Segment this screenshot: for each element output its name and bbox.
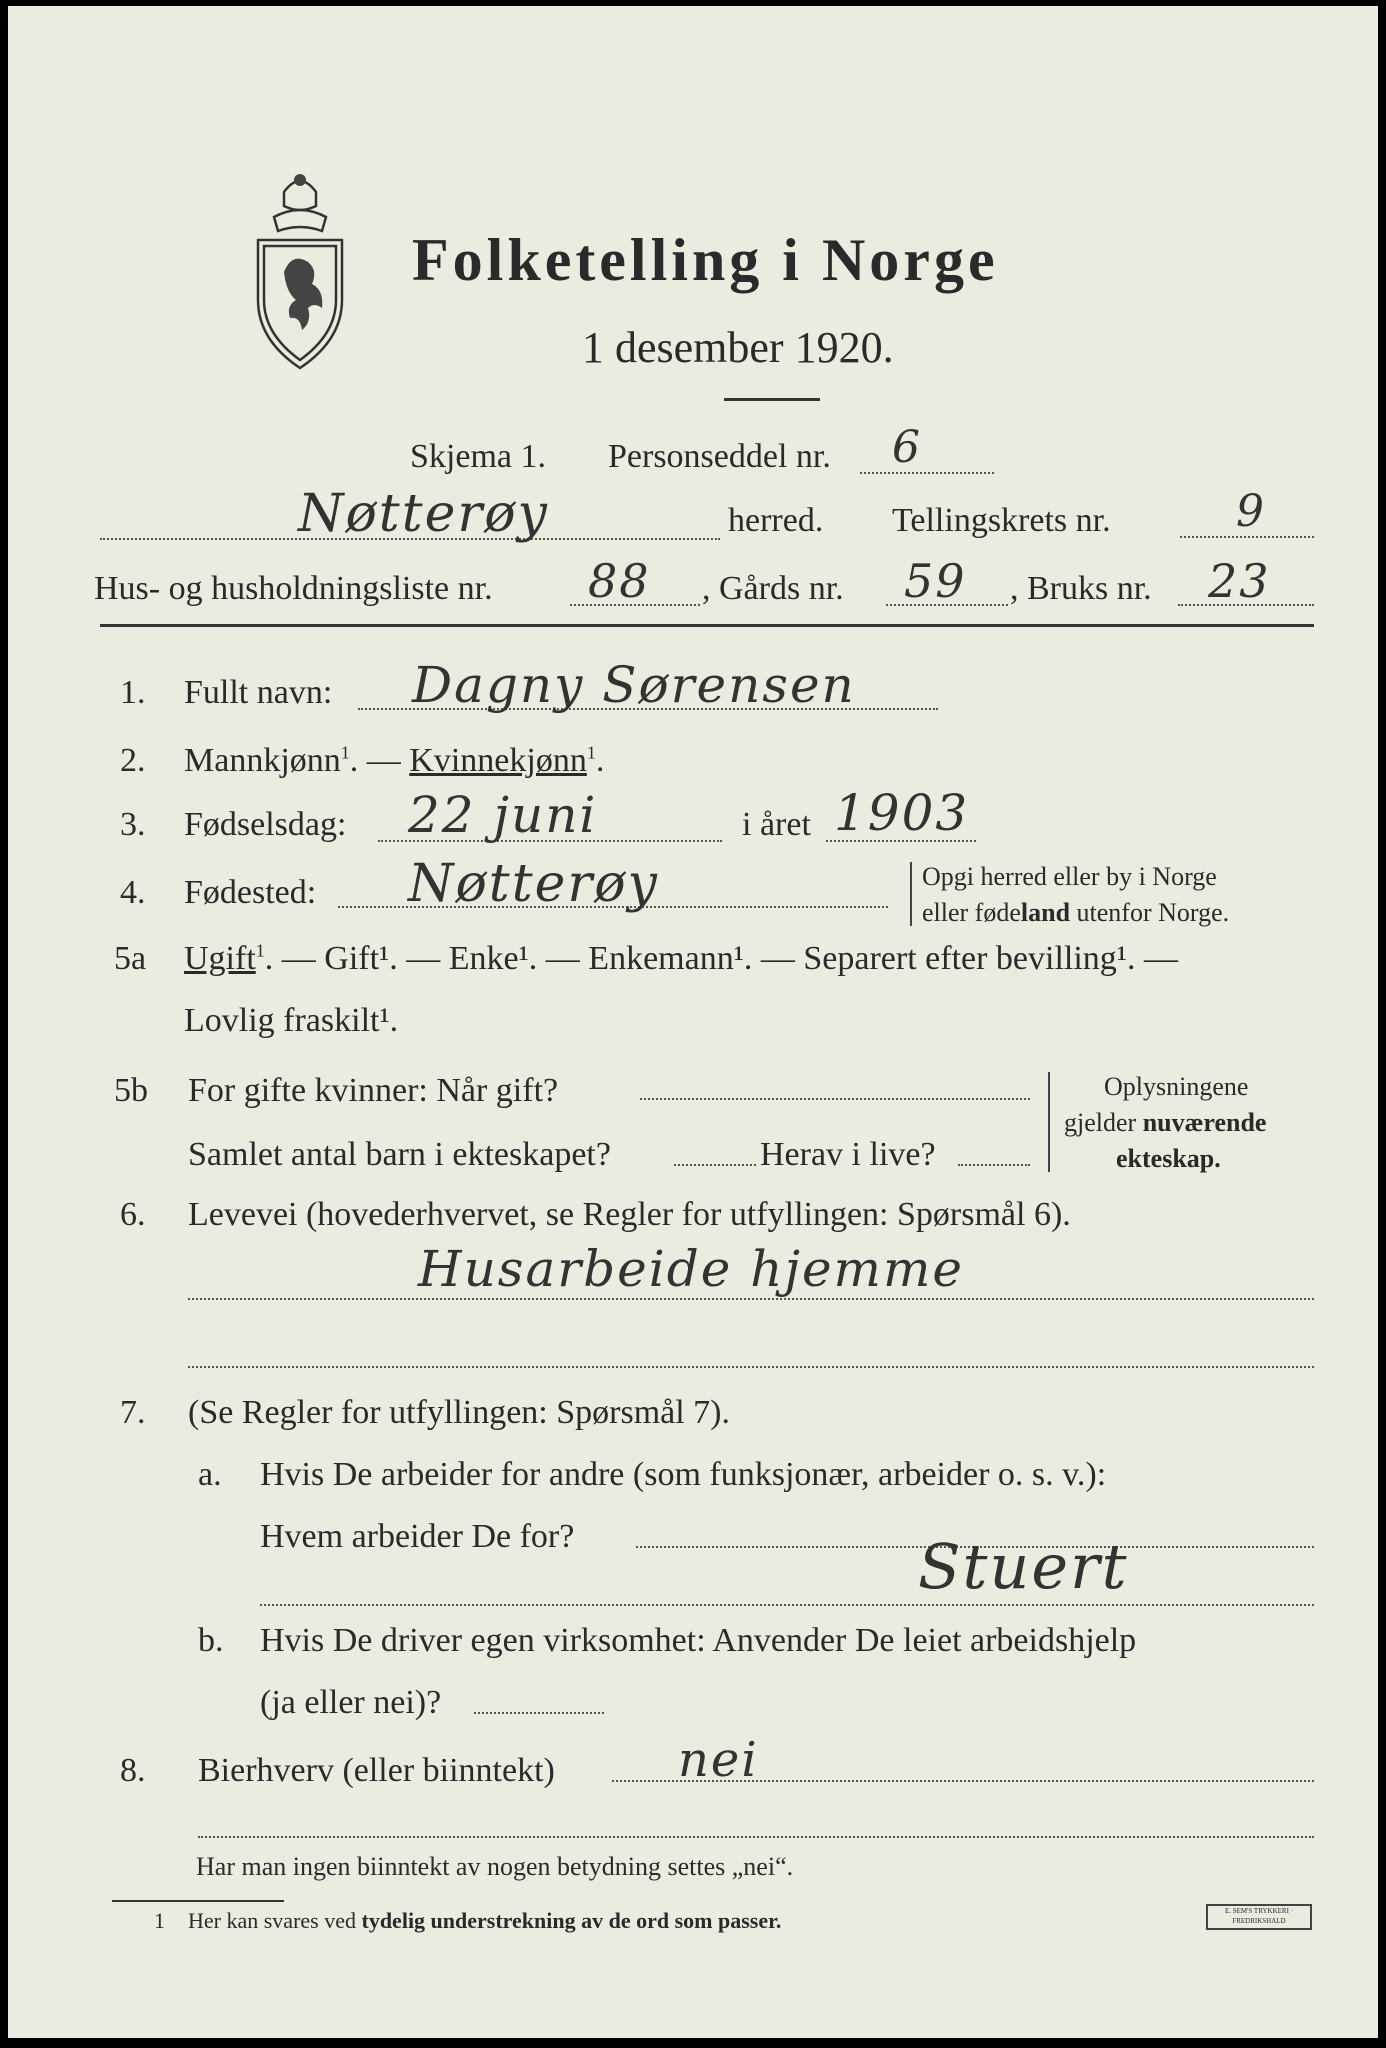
hus-value[interactable]: 88 — [588, 554, 651, 608]
personseddel-label: Personseddel nr. — [608, 438, 831, 475]
q5b-note-line1: Oplysningene — [1104, 1072, 1249, 1101]
title-divider — [724, 398, 820, 401]
birthday-value[interactable]: 22 juni — [408, 786, 598, 844]
q2-options: Mannkjønn$^1$. — Kvinnekjønn$^1$. — [184, 742, 605, 779]
q7a-letter: a. — [198, 1456, 222, 1493]
q5b-note-line3: ekteskap. — [1116, 1144, 1221, 1173]
occupation-value[interactable]: Husarbeide hjemme — [418, 1240, 964, 1298]
q5b-number: 5b — [114, 1072, 148, 1109]
q7a-label2: Hvem arbeider De for? — [260, 1518, 575, 1555]
tellingskrets-label: Tellingskrets nr. — [892, 502, 1111, 539]
birthplace-value[interactable]: Nøtterøy — [408, 854, 659, 914]
bruks-label: , Bruks nr. — [1010, 570, 1152, 607]
option-kvinnekjonn[interactable]: Kvinnekjønn — [409, 742, 587, 779]
children-alive-field[interactable] — [958, 1164, 1030, 1166]
hus-label: Hus- og husholdningsliste nr. — [94, 570, 493, 607]
skjema-label: Skjema 1. — [410, 438, 546, 475]
birth-year-value[interactable]: 1903 — [834, 784, 970, 842]
q3-year-label: i året — [742, 806, 811, 843]
footnote-mark: 1 — [154, 1908, 165, 1933]
q6-label: Levevei (hovederhvervet, se Regler for utfyllingen: Spørsmål 6). — [188, 1196, 1071, 1233]
q6-number: 6. — [120, 1196, 146, 1233]
printer-stamp: E. SEM'S TRYKKERI · FREDRIKSHALD — [1206, 1904, 1312, 1930]
q7b-label2: (ja eller nei)? — [260, 1684, 442, 1721]
q7-number: 7. — [120, 1394, 146, 1431]
tellingskrets-value[interactable]: 9 — [1236, 486, 1266, 537]
q2-separator: . — — [349, 742, 401, 779]
coat-of-arms-icon — [244, 162, 356, 377]
census-form — [8, 6, 1378, 2038]
q7a-label: Hvis De arbeider for andre (som funksjonær, arbeider o. s. v.): — [260, 1456, 1107, 1493]
footnote-text: Her kan svares ved tydelig understrekning av de ord som passer. — [188, 1908, 782, 1933]
footer-note: Har man ingen biinntekt av nogen betydning settes „nei“. — [196, 1852, 794, 1881]
hired-help-field[interactable] — [474, 1712, 604, 1714]
bruks-value[interactable]: 23 — [1208, 554, 1271, 608]
herred-label: herred. — [728, 502, 824, 539]
full-name-value[interactable]: Dagny Sørensen — [412, 656, 856, 714]
form-subtitle: 1 desember 1920. — [582, 323, 894, 372]
gards-label: , Gårds nr. — [702, 570, 844, 607]
footnote-divider — [112, 1900, 284, 1902]
option-lovlig-fraskilt[interactable]: Lovlig fraskilt¹. — [184, 1002, 399, 1039]
q7b-letter: b. — [198, 1622, 224, 1659]
marriage-date-field[interactable] — [640, 1098, 1030, 1100]
q8-label: Bierhverv (eller biinntekt) — [198, 1752, 555, 1789]
q5b-label: For gifte kvinner: Når gift? — [188, 1072, 559, 1109]
employer-value[interactable]: Stuert — [918, 1530, 1129, 1603]
personseddel-value[interactable]: 6 — [892, 422, 922, 473]
q5b-label2: Samlet antal barn i ekteskapet? — [188, 1136, 611, 1173]
children-count-field[interactable] — [674, 1164, 756, 1166]
q4-number: 4. — [120, 874, 146, 911]
q1-label: Fullt navn: — [184, 674, 333, 711]
q4-note-line2: eller fødeland utenfor Norge. — [922, 898, 1230, 927]
q1-number: 1. — [120, 674, 146, 711]
q5a-other-options[interactable]: . — Gift¹. — Enke¹. — Enkemann¹. — Separert efter bevilling¹. — — [264, 940, 1178, 977]
option-ugift[interactable]: Ugift — [184, 940, 256, 977]
q3-label: Fødselsdag: — [184, 806, 347, 843]
q7b-label: Hvis De driver egen virksomhet: Anvender De leiet arbeidshjelp — [260, 1622, 1137, 1659]
q4-label: Fødested: — [184, 874, 317, 911]
herred-value[interactable]: Nøtterøy — [298, 484, 549, 544]
form-title: Folketelling i Norge — [412, 227, 999, 293]
q4-note-line1: Opgi herred eller by i Norge — [922, 862, 1217, 891]
q2-number: 2. — [120, 742, 146, 779]
gards-value[interactable]: 59 — [904, 554, 967, 608]
q5a-options: Ugift$^1$. — Gift¹. — Enke¹. — Enkemann¹. — Separert efter bevilling¹. — — [184, 940, 1178, 977]
q5a-number: 5a — [114, 940, 147, 977]
header-rule — [100, 624, 1314, 627]
q7-label: (Se Regler for utfyllingen: Spørsmål 7). — [188, 1394, 731, 1431]
option-mannkjonn[interactable]: Mannkjønn — [184, 742, 341, 779]
q3-number: 3. — [120, 806, 146, 843]
side-income-value[interactable]: nei — [678, 1732, 759, 1788]
q5b-note-line2: gjelder nuværende — [1064, 1108, 1267, 1137]
q5b-herav: Herav i live? — [760, 1136, 936, 1173]
q8-number: 8. — [120, 1752, 146, 1789]
